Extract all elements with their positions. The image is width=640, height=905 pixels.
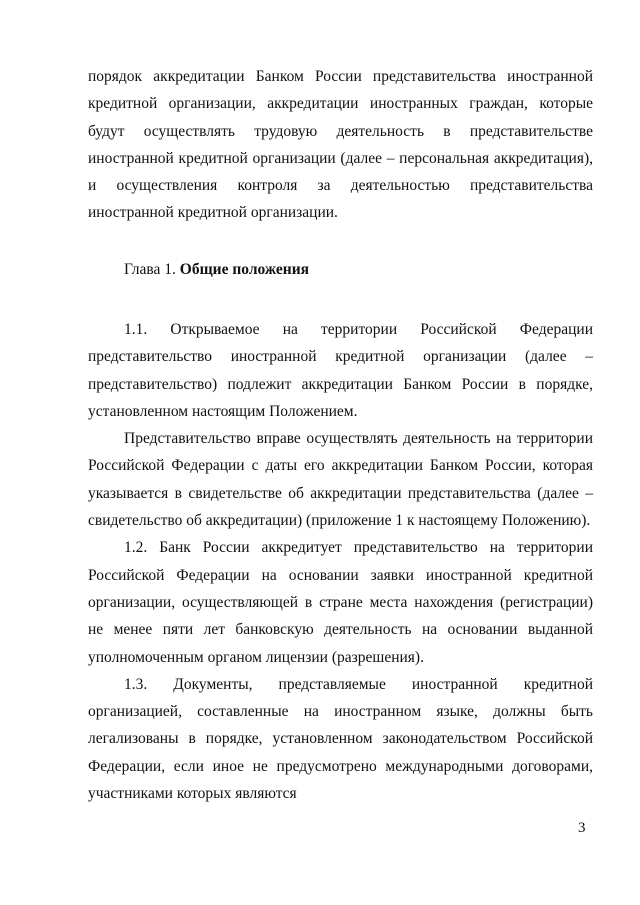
paragraph-1-1-cont: Представительство вправе осуществлять деятельность на территории Российской Федерации с даты его аккредитации Банком России, которая указывается в свидетельстве об аккредитации представительства (далее – свидетельство об аккредитации) (приложение 1 к настоящему Положению). [88,430,593,530]
paragraph-1-3: 1.3. Документы, представляемые иностранной кредитной организацией, составленные на иностранном языке, должны быть легализованы в порядке, установленном законодательством Российской Федерации, если иное не предусмотрено международными договорами, участниками которых являются [88,675,593,803]
paragraph-1-1: 1.1. Открываемое на территории Российской Федерации представительство иностранной кредитной организации (далее – представительство) подлежит аккредитации Банком России в порядке, установленном настоящим Положением. [88,321,593,420]
chapter-title: Общие положения [179,261,310,278]
chapter-heading [124,256,309,283]
paragraph-1-2: 1.2. Банк России аккредитует представительство на территории Российской Федерации на основании заявки иностранной кредитной организации, осуществляющей в стране места нахождения (регистрации) не менее пяти лет банковскую деятельность на основании выданной уполномоченным органом лицензии (разрешения). [88,539,593,666]
intro-text-block [88,63,593,227]
chapter-body [88,316,593,807]
page-number: 3 [578,820,586,836]
intro-paragraph: порядок аккредитации Банком России представительства иностранной кредитной организации, аккредитации иностранных граждан, которые будут осуществлять трудовую деятельность в представительстве иностранной кредитной организации (далее – персональная аккредитация), и осуществления контроля за деятельностью представительства иностранной кредитной организации. [88,68,593,222]
chapter-label: Глава 1. [124,261,176,278]
